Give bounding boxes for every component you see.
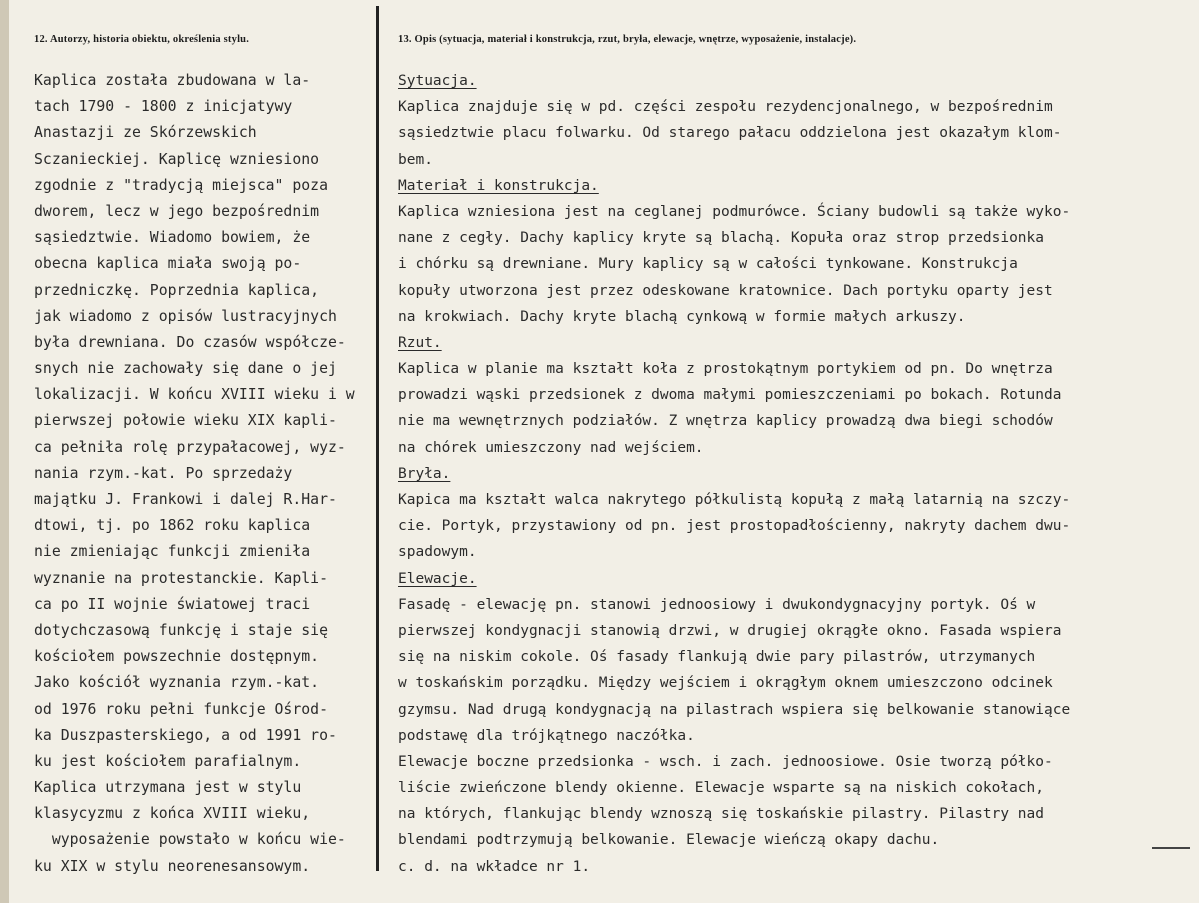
- description-line: c. d. na wkładce nr 1.: [398, 858, 591, 875]
- description-line: i chórku są drewniane. Mury kaplicy są w całości tynkowane. Konstrukcja: [398, 256, 1018, 273]
- end-rule: [1152, 847, 1190, 849]
- section-heading-line: [398, 461, 1183, 487]
- history-line: Kaplica została zbudowana w la-: [34, 72, 311, 89]
- description-line: nane z cegły. Dachy kaplicy kryte są blachą. Kopuła oraz strop przedsionka: [398, 230, 1045, 247]
- section-heading-line: [398, 68, 1183, 94]
- history-line: Anastazji ze Skórzewskich: [34, 124, 257, 142]
- history-line: lokalizacji. W końcu XVIII wieku i w: [34, 386, 355, 404]
- history-line: majątku J. Frankowi i dalej R.Har-: [34, 491, 337, 508]
- section-heading: Sytuacja.: [398, 73, 477, 89]
- page-edge: [0, 0, 9, 903]
- section-heading: Bryła.: [398, 465, 451, 482]
- description-text-column: [398, 68, 1183, 880]
- history-line: dtowi, tj. po 1862 roku kaplica: [34, 517, 311, 535]
- history-line: była drewniana. Do czasów współcze-: [34, 333, 346, 351]
- history-line: klasycyzmu z końca XVIII wieku,: [34, 805, 311, 823]
- history-line: jak wiadomo z opisów lustracyjnych: [34, 307, 337, 325]
- description-line: gzymsu. Nad drugą kondygnacją na pilastrach wspiera się belkowanie stanowiące: [398, 701, 1071, 718]
- history-line: wyznanie na protestanckie. Kapli-: [34, 569, 328, 587]
- description-line: na krokwiach. Dachy kryte blachą cynkową w formie małych arkuszy.: [398, 308, 966, 325]
- description-line: Fasadę - elewację pn. stanowi jednoosiowy i dwukondygnacyjny portyk. Oś w: [398, 596, 1036, 613]
- history-line: ku jest kościołem parafialnym.: [34, 752, 302, 770]
- history-line: nania rzym.-kat. Po sprzedaży: [34, 464, 293, 482]
- description-line: Kaplica znajduje się w pd. części zespołu rezydencjonalnego, w bezpośrednim: [398, 99, 1053, 116]
- section-heading: Materiał i konstrukcja.: [398, 177, 599, 194]
- description-line: podstawę dla trójkątnego naczółka.: [398, 727, 695, 744]
- history-line: sąsiedztwie. Wiadomo bowiem, że: [34, 229, 311, 247]
- history-line: ca po II wojnie światowej traci: [34, 595, 311, 613]
- history-line: od 1976 roku pełni funkcje Ośrod-: [34, 700, 328, 718]
- description-line: bem.: [398, 151, 433, 168]
- history-line: obecna kaplica miała swoją po-: [34, 255, 302, 273]
- history-line: Jako kościół wyznania rzym.-kat.: [34, 674, 320, 692]
- section-heading: Rzut.: [398, 334, 442, 351]
- description-line: się na niskim cokole. Oś fasady flankują dwie pary pilastrów, utrzymanych: [398, 649, 1036, 666]
- description-line: Kaplica wzniesiona jest na ceglanej podmurówce. Ściany budowli są także wyko-: [398, 203, 1071, 220]
- description-line: na chórek umieszczony nad wejściem.: [398, 439, 704, 456]
- history-line: pierwszej połowie wieku XIX kapli-: [34, 412, 337, 430]
- history-line: tach 1790 - 1800 z inicjatywy: [34, 98, 293, 116]
- description-line: na których, flankując blendy wznoszą się toskańskie pilastry. Pilastry nad: [398, 806, 1045, 823]
- description-line: pierwszej kondygnacji stanowią drzwi, w drugiej okrągłe okno. Fasada wspiera: [398, 622, 1062, 639]
- history-line: ku XIX w stylu neorenesansowym.: [34, 857, 311, 875]
- history-line: nie zmieniając funkcji zmieniła: [34, 543, 311, 561]
- description-line: nie ma wewnętrznych podziałów. Z wnętrza kaplicy prowadzą dwa biegi schodów: [398, 413, 1053, 430]
- description-line: cie. Portyk, przystawiony od pn. jest prostopadłościenny, nakryty dachem dwu-: [398, 518, 1071, 535]
- history-line: zgodnie z "tradycją miejsca" poza: [34, 176, 328, 194]
- section-heading-line: [398, 173, 1183, 199]
- description-line: Elewacje boczne przedsionka - wsch. i zach. jednoosiowe. Osie tworzą półko-: [398, 753, 1053, 770]
- description-line: spadowym.: [398, 544, 477, 561]
- description-line: Kaplica w planie ma kształt koła z prostokątnym portykiem od pn. Do wnętrza: [398, 361, 1053, 378]
- description-line: kopuły utworzona jest przez odeskowane kratownice. Dach portyku oparty jest: [398, 282, 1053, 299]
- section-heading-line: [398, 566, 1183, 592]
- description-line: sąsiedztwie placu folwarku. Od starego pałacu oddzielona jest okazałym klom-: [398, 125, 1062, 142]
- section-heading: Elewacje.: [398, 570, 477, 587]
- history-line: ca pełniła rolę przypałacowej, wyz-: [34, 438, 346, 456]
- description-line: Kapica ma kształt walca nakrytego półkulistą kopułą z małą latarnią na szczy-: [398, 492, 1071, 508]
- description-line: w toskańskim porządku. Między wejściem i okrągłym oknem umieszczono odcinek: [398, 675, 1053, 692]
- description-line: liście zwieńczone blendy okienne. Elewacje wsparte są na niskich cokołach,: [398, 780, 1045, 797]
- history-line: dworem, lecz w jego bezpośrednim: [34, 202, 320, 220]
- history-line: przedniczkę. Poprzednia kaplica,: [34, 281, 320, 299]
- history-line: Sczanieckiej. Kaplicę wzniesiono: [34, 150, 320, 168]
- right-column-header: 13. Opis (sytuacja, materiał i konstrukcja, rzut, bryła, elewacje, wnętrze, wyposażenie, instalacje).: [398, 34, 857, 45]
- history-line: dotychczasową funkcję i staje się: [34, 621, 328, 639]
- history-line: snych nie zachowały się dane o jej: [34, 360, 337, 378]
- history-line: wyposażenie powstało w końcu wie-: [34, 831, 346, 849]
- history-line: kościołem powszechnie dostępnym.: [34, 648, 320, 666]
- description-line: blendami podtrzymują belkowanie. Elewacje wieńczą okapy dachu.: [398, 832, 940, 849]
- history-line: Kaplica utrzymana jest w stylu: [34, 779, 302, 797]
- left-column-header: 12. Autorzy, historia obiektu, określenia stylu.: [34, 34, 250, 45]
- section-heading-line: [398, 330, 1183, 356]
- history-text-column: [34, 68, 379, 880]
- history-line: ka Duszpasterskiego, a od 1991 ro-: [34, 726, 337, 744]
- description-line: prowadzi wąski przedsionek z dwoma małymi pomieszczeniami po bokach. Rotunda: [398, 387, 1062, 404]
